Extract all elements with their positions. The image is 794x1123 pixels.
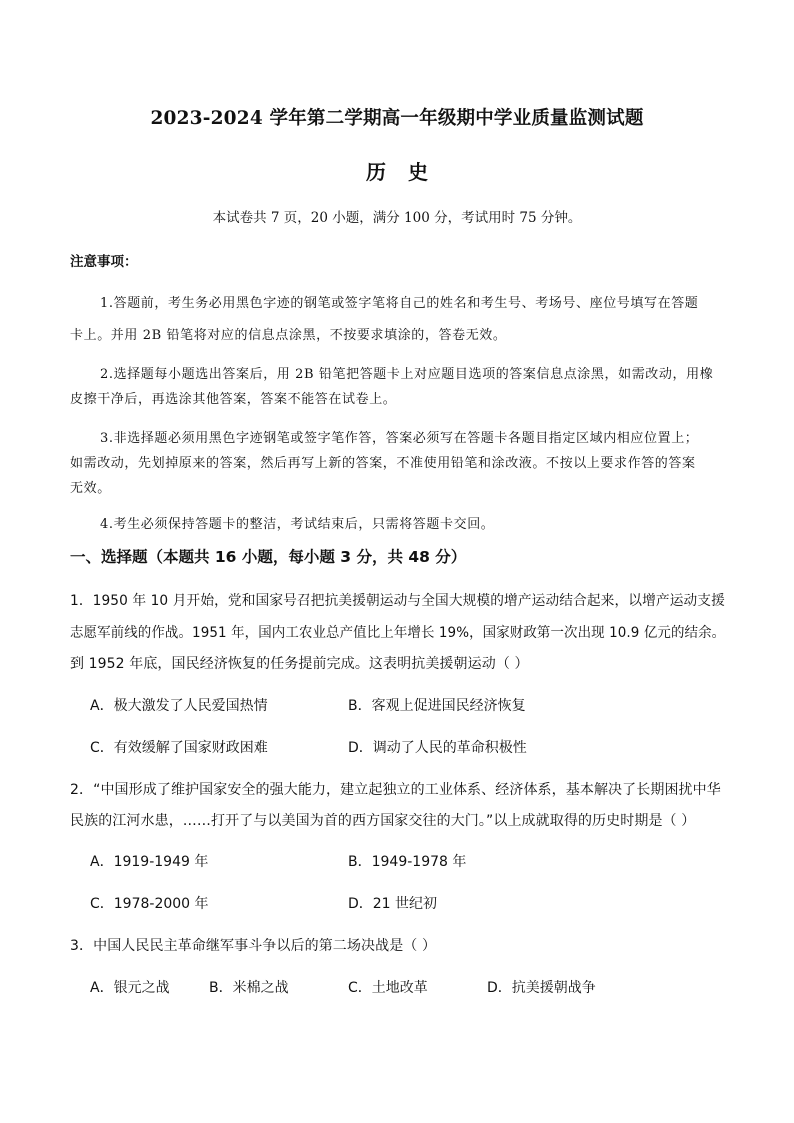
notice-line: 4.考生必须保持答题卡的整洁，考试结束后，只需将答题卡交回。 [100,517,495,532]
question-2-option-a[interactable]: A．1919-1949 年 [90,854,209,870]
question-2-option-d[interactable]: D．21 世纪初 [348,896,438,912]
notice-line: 皮擦干净后，再选涂其他答案，答案不能答在试卷上。 [70,392,397,407]
question-2-stem: 2．“中国形成了维护国家安全的强大能力，建立起独立的工业体系、经济体系，基本解决了长期困扰中华 [70,782,721,798]
question-1-option-b[interactable]: B．客观上促进国民经济恢复 [348,698,526,714]
question-1-option-d[interactable]: D．调动了人民的革命积极性 [348,740,527,756]
notice-line: 2.选择题每小题选出答案后，用 2B 铅笔把答题卡上对应题目选项的答案信息点涂黑，如需改动，用橡 [100,367,714,382]
question-3-option-b[interactable]: B．米棉之战 [209,980,289,996]
question-1-option-a[interactable]: A．极大激发了人民爱国热情 [90,698,268,714]
question-3-option-c[interactable]: C．土地改革 [348,980,428,996]
subject-title: 历史 [366,160,450,184]
question-3-stem: 3．中国人民民主革命继军事斗争以后的第二场决战是（ ） [70,938,437,954]
question-1-stem: 1．1950 年 10 月开始，党和国家号召把抗美援朝运动与全国大规模的增产运动结合起来，以增产运动支援 [70,593,725,609]
notice-line: 卡上。并用 2B 铅笔将对应的信息点涂黑，不按要求填涂的，答卷无效。 [70,328,507,343]
question-2-stem: 民族的江河水患，……打开了与以美国为首的西方国家交往的大门。”以上成就取得的历史时期是（ ） [70,813,696,829]
question-3-option-d[interactable]: D．抗美援朝战争 [487,980,596,996]
exam-info: 本试卷共 7 页，20 小题，满分 100 分，考试用时 75 分钟。 [212,210,582,226]
question-3-option-a[interactable]: A．银元之战 [90,980,170,996]
exam-title: 2023-2024 学年第二学期高一年级期中学业质量监测试题 [150,108,644,129]
question-1-stem: 志愿军前线的作战。1951 年，国内工农业总产值比上年增长 19%，国家财政第一次出现 10.9 亿元的结余。 [70,625,726,641]
section-heading: 一、选择题（本题共 16 小题，每小题 3 分，共 48 分） [70,548,467,566]
notice-line: 如需改动，先划掉原来的答案，然后再写上新的答案，不准使用铅笔和涂改液。不按以上要求作答的答案 [70,456,696,471]
question-2-option-b[interactable]: B．1949-1978 年 [348,854,467,870]
notice-heading: 注意事项： [70,254,138,270]
notice-line: 3.非选择题必须用黑色字迹钢笔或签字笔作答，答案必须写在答题卡各题目指定区域内相应位置上； [100,431,699,446]
notice-line: 1.答题前，考生务必用黑色字迹的钢笔或签字笔将自己的姓名和考生号、考场号、座位号填写在答题 [100,296,699,311]
question-2-option-c[interactable]: C．1978-2000 年 [90,896,209,912]
question-1-stem: 到 1952 年底，国民经济恢复的任务提前完成。这表明抗美援朝运动（ ） [70,656,529,672]
notice-line: 无效。 [70,481,111,496]
question-1-option-c[interactable]: C．有效缓解了国家财政困难 [90,740,268,756]
